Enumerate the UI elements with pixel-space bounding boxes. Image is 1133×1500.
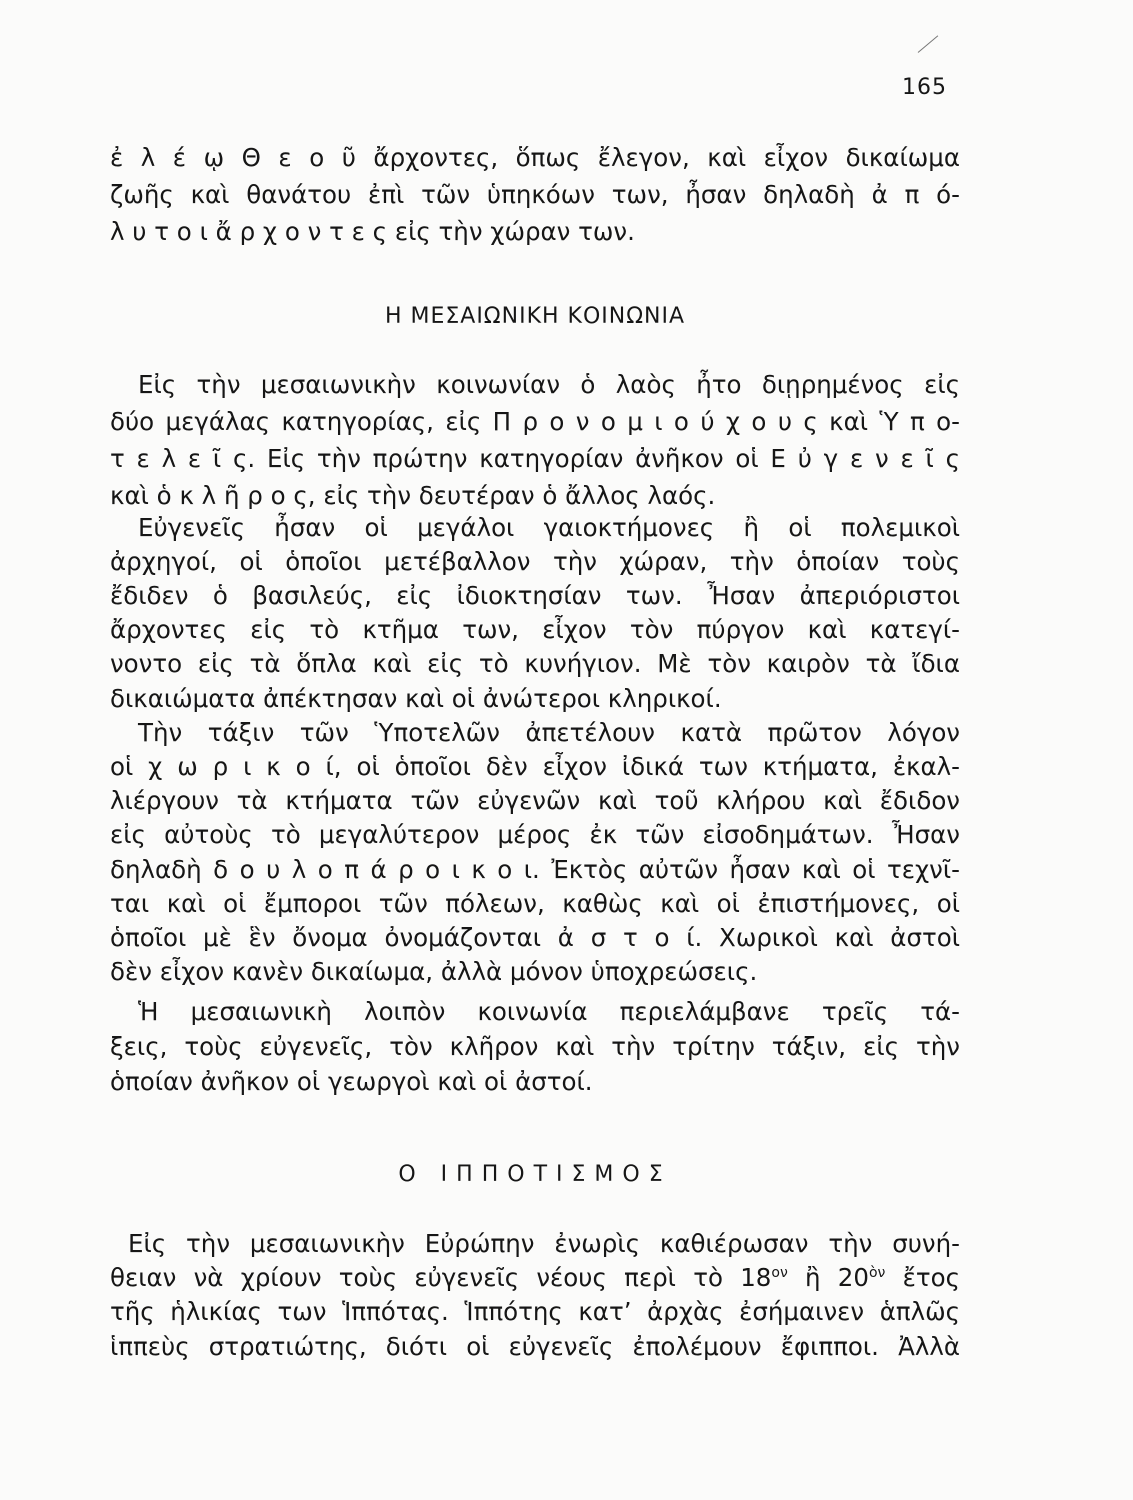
section-heading: Ο ΙΠΠΟΤΙΣΜΟΣ — [398, 1162, 672, 1187]
text-line: ζωῆς καὶ θανάτου ἐπὶ τῶν ὑπηκόων των, ἦσαν δηλαδὴ ἀ π ό- — [110, 180, 960, 209]
ordinal-suffix: ὸν — [868, 1265, 886, 1281]
text-line: εἰς αὐτοὺς τὸ μεγαλύτερον μέρος ἐκ τῶν εἰσοδημάτων. Ἦσαν — [110, 820, 960, 849]
text-line: Ἡ μεσαιωνικὴ λοιπὸν κοινωνία περιελάμβανε τρεῖς τά- — [138, 997, 960, 1026]
text-line: ἱππεὺς στρατιώτης, διότι οἱ εὐγενεῖς ἐπολέμουν ἔφιπποι. Ἀλλὰ — [110, 1332, 960, 1361]
section-heading: Η ΜΕΣΑΙΩΝΙΚΗ ΚΟΙΝΩΝΙΑ — [384, 304, 686, 329]
text-line: ἀρχηγοί, οἱ ὁποῖοι μετέβαλλον τὴν χώραν, τὴν ὁποίαν τοὺς — [110, 547, 960, 576]
text-fragment: θειαν νὰ χρίουν τοὺς εὐγενεῖς νέους περὶ τὸ 18 — [110, 1263, 772, 1292]
text-fragment: ἔτος — [885, 1263, 960, 1292]
text-line: τ ε λ ε ῖ ς. Εἰς τὴν πρώτην κατηγορίαν ἀνῆκον οἱ Ε ὐ γ ε ν ε ῖ ς — [110, 444, 960, 473]
text-line: δὲν εἶχον κανὲν δικαίωμα, ἀλλὰ μόνον ὑποχρεώσεις. — [110, 957, 758, 986]
text-line: ὁποῖοι μὲ ἓν ὄνομα ὀνομάζονται ἀ σ τ ο ί. Χωρικοὶ καὶ ἀστοὶ — [110, 923, 960, 952]
ordinal-suffix: ον — [771, 1265, 788, 1281]
text-fragment: ἢ 20 — [787, 1263, 869, 1292]
text-line — [110, 1263, 960, 1293]
text-line: ἄρχοντες εἰς τὸ κτῆμα των, εἶχον τὸν πύργον καὶ κατεγί- — [110, 615, 960, 644]
text-line: δηλαδὴ δ ο υ λ ο π ά ρ ο ι κ ο ι. Ἐκτὸς αὐτῶν ἦσαν καὶ οἱ τεχνῖ- — [110, 855, 960, 884]
text-line: δικαιώματα ἀπέκτησαν καὶ οἱ ἀνώτεροι κληρικοί. — [110, 684, 722, 713]
text-line: λιέργουν τὰ κτήματα τῶν εὐγενῶν καὶ τοῦ κλήρου καὶ ἔδιδον — [110, 786, 960, 815]
page-number: 165 — [902, 75, 947, 100]
text-line: ξεις, τοὺς εὐγενεῖς, τὸν κλῆρον καὶ τὴν τρίτην τάξιν, εἰς τὴν — [110, 1032, 960, 1061]
text-line: οἱ χ ω ρ ι κ ο ί, οἱ ὁποῖοι δὲν εἶχον ἰδικά των κτήματα, ἐκαλ- — [110, 752, 960, 781]
text-line: Εἰς τὴν μεσαιωνικὴν κοινωνίαν ὁ λαὸς ἦτο διῃρημένος εἰς — [138, 370, 960, 399]
text-line: ὁποίαν ἀνῆκον οἱ γεωργοὶ καὶ οἱ ἀστοί. — [110, 1067, 593, 1096]
text-line: Εἰς τὴν μεσαιωνικὴν Εὐρώπην ἐνωρὶς καθιέρωσαν τὴν συνή- — [128, 1229, 960, 1258]
text-line: ἔδιδεν ὁ βασιλεύς, εἰς ἰδιοκτησίαν των. Ἦσαν ἀπεριόριστοι — [110, 581, 960, 610]
text-line: ται καὶ οἱ ἔμποροι τῶν πόλεων, καθὼς καὶ οἱ ἐπιστήμονες, οἱ — [110, 889, 960, 918]
text-line: Εὐγενεῖς ἦσαν οἱ μεγάλοι γαιοκτήμονες ἢ οἱ πολεμικοὶ — [138, 513, 960, 542]
text-line: δύο μεγάλας κατηγορίας, εἰς Π ρ ο ν ο μ ι ο ύ χ ο υ ς καὶ Ὑ π ο- — [110, 407, 960, 436]
text-line: ἐ λ έ ῳ Θ ε ο ῦ ἄρχοντες, ὅπως ἔλεγον, καὶ εἶχον δικαίωμα — [110, 143, 960, 172]
text-line: νοντο εἰς τὰ ὅπλα καὶ εἰς τὸ κυνήγιον. Μὲ τὸν καιρὸν τὰ ἴδια — [110, 649, 960, 678]
text-line: Τὴν τάξιν τῶν Ὑποτελῶν ἀπετέλουν κατὰ πρῶτον λόγον — [138, 718, 960, 747]
corner-mark — [918, 35, 939, 52]
text-line: τῆς ἡλικίας των Ἱππότας. Ἱππότης κατ’ ἀρχὰς ἐσήμαινεν ἁπλῶς — [110, 1297, 960, 1326]
text-line: καὶ ὁ κ λ ῆ ρ ο ς, εἰς τὴν δευτέραν ὁ ἄλλος λαός. — [110, 481, 716, 510]
text-line: λ υ τ ο ι ἄ ρ χ ο ν τ ε ς εἰς τὴν χώραν των. — [110, 217, 635, 246]
